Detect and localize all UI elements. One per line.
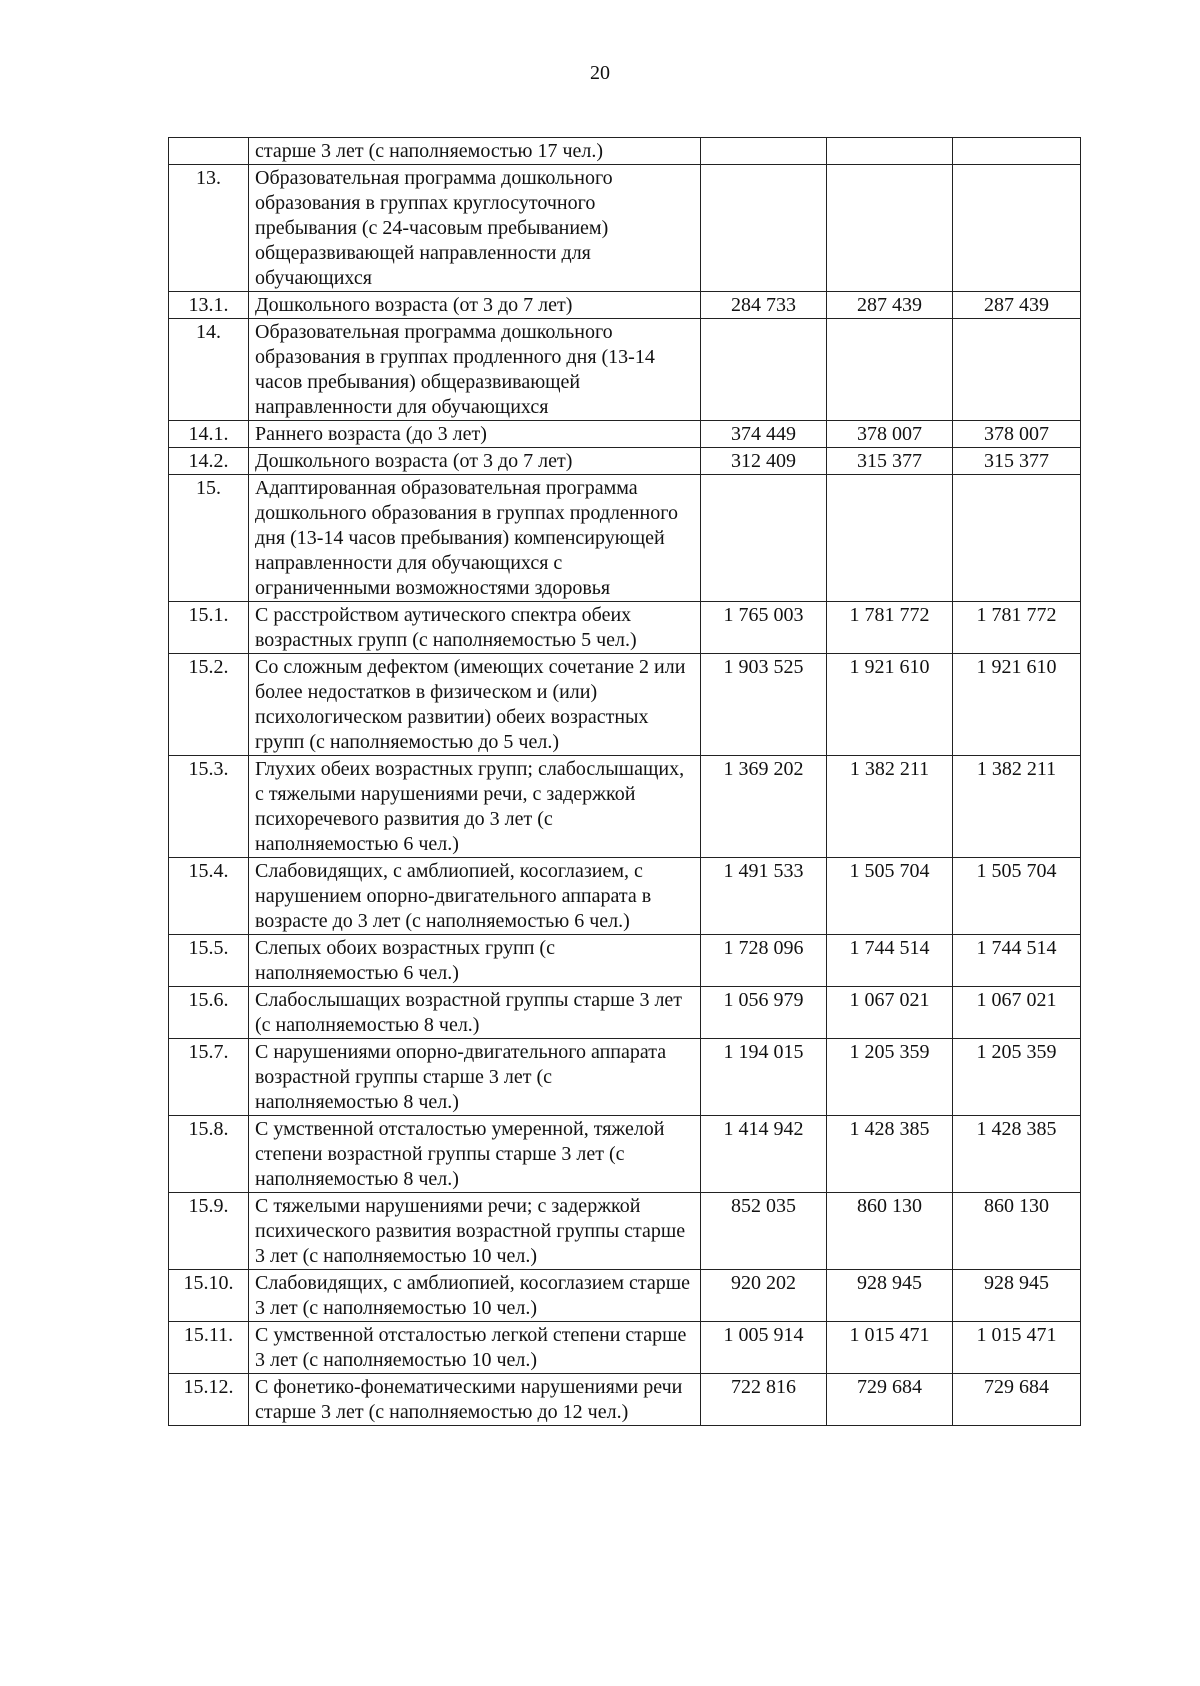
row-value-1: 284 733: [701, 292, 827, 319]
row-value-2: 1 205 359: [827, 1039, 953, 1116]
row-number: 13.: [169, 165, 249, 292]
row-value-2: [827, 165, 953, 292]
row-value-3: 1 428 385: [953, 1116, 1081, 1193]
row-value-1: 1 369 202: [701, 756, 827, 858]
cost-table-body: [169, 138, 1081, 1426]
row-number: 15.8.: [169, 1116, 249, 1193]
row-program-name: С фонетико-фонематическими нарушениями речи старше 3 лет (с наполняемостью до 12 чел.): [249, 1374, 701, 1426]
row-number: 15.12.: [169, 1374, 249, 1426]
row-program-name: С тяжелыми нарушениями речи; с задержкой психического развития возрастной группы старше 3 лет (с наполняемостью 10 чел.): [249, 1193, 701, 1270]
row-value-2: 1 921 610: [827, 654, 953, 756]
cost-table: [168, 137, 1081, 1426]
row-program-name: Раннего возраста (до 3 лет): [249, 421, 701, 448]
row-program-name: старше 3 лет (с наполняемостью 17 чел.): [249, 138, 701, 165]
table-row: [169, 292, 1081, 319]
row-value-1: 1 903 525: [701, 654, 827, 756]
row-value-3: [953, 475, 1081, 602]
table-row: [169, 1193, 1081, 1270]
row-program-name: Глухих обеих возрастных групп; слабослышащих, с тяжелыми нарушениями речи, с задержкой психоречевого развития до 3 лет (с наполняемостью 6 чел.): [249, 756, 701, 858]
row-program-name: Слепых обоих возрастных групп (с наполняемостью 6 чел.): [249, 935, 701, 987]
row-value-3: 315 377: [953, 448, 1081, 475]
row-value-1: 312 409: [701, 448, 827, 475]
row-value-3: 1 921 610: [953, 654, 1081, 756]
row-program-name: Дошкольного возраста (от 3 до 7 лет): [249, 292, 701, 319]
table-row: [169, 475, 1081, 602]
row-program-name: С умственной отсталостью умеренной, тяжелой степени возрастной группы старше 3 лет (с наполняемостью 8 чел.): [249, 1116, 701, 1193]
row-number: 14.1.: [169, 421, 249, 448]
table-row: [169, 654, 1081, 756]
row-value-3: [953, 138, 1081, 165]
table-row: [169, 1322, 1081, 1374]
row-value-3: 1 015 471: [953, 1322, 1081, 1374]
row-number: 13.1.: [169, 292, 249, 319]
table-row: [169, 1039, 1081, 1116]
row-number: 15.4.: [169, 858, 249, 935]
row-value-2: 1 015 471: [827, 1322, 953, 1374]
row-value-1: 1 765 003: [701, 602, 827, 654]
row-value-2: 1 382 211: [827, 756, 953, 858]
row-value-1: 1 491 533: [701, 858, 827, 935]
row-value-1: 374 449: [701, 421, 827, 448]
row-value-3: 287 439: [953, 292, 1081, 319]
row-number: 14.2.: [169, 448, 249, 475]
row-number: 15.2.: [169, 654, 249, 756]
row-value-1: [701, 319, 827, 421]
row-value-1: 852 035: [701, 1193, 827, 1270]
table-row: [169, 987, 1081, 1039]
row-value-2: 1 428 385: [827, 1116, 953, 1193]
row-number: 15.9.: [169, 1193, 249, 1270]
row-value-2: 1 505 704: [827, 858, 953, 935]
table-row: [169, 1270, 1081, 1322]
row-value-3: 1 382 211: [953, 756, 1081, 858]
table-row: [169, 602, 1081, 654]
row-value-3: [953, 319, 1081, 421]
row-program-name: Адаптированная образовательная программа дошкольного образования в группах продленного дня (13-14 часов пребывания) компенсирующей направленности для обучающихся с ограниченными возможностями здоровья: [249, 475, 701, 602]
row-value-3: 1 067 021: [953, 987, 1081, 1039]
row-value-2: [827, 319, 953, 421]
row-program-name: Слабовидящих, с амблиопией, косоглазием, с нарушением опорно-двигательного аппарата в возрасте до 3 лет (с наполняемостью 6 чел.): [249, 858, 701, 935]
row-value-2: 287 439: [827, 292, 953, 319]
row-program-name: Слабослышащих возрастной группы старше 3 лет (с наполняемостью 8 чел.): [249, 987, 701, 1039]
row-value-2: 1 781 772: [827, 602, 953, 654]
row-value-1: 1 056 979: [701, 987, 827, 1039]
row-number: 15.6.: [169, 987, 249, 1039]
row-value-3: 1 505 704: [953, 858, 1081, 935]
row-program-name: С умственной отсталостью легкой степени старше 3 лет (с наполняемостью 10 чел.): [249, 1322, 701, 1374]
row-value-1: 1 005 914: [701, 1322, 827, 1374]
row-value-2: 315 377: [827, 448, 953, 475]
row-value-2: 860 130: [827, 1193, 953, 1270]
row-value-3: 378 007: [953, 421, 1081, 448]
table-row: [169, 1116, 1081, 1193]
row-number: 15.10.: [169, 1270, 249, 1322]
row-value-1: 1 728 096: [701, 935, 827, 987]
table-row: [169, 1374, 1081, 1426]
row-value-3: 1 205 359: [953, 1039, 1081, 1116]
row-program-name: Со сложным дефектом (имеющих сочетание 2 или более недостатков в физическом и (или) психологическом развитии) обеих возрастных групп (с наполняемостью до 5 чел.): [249, 654, 701, 756]
row-number: 15.1.: [169, 602, 249, 654]
row-value-3: 860 130: [953, 1193, 1081, 1270]
row-number: [169, 138, 249, 165]
row-value-1: 722 816: [701, 1374, 827, 1426]
row-value-2: 1 067 021: [827, 987, 953, 1039]
table-row: [169, 756, 1081, 858]
row-value-3: 729 684: [953, 1374, 1081, 1426]
row-number: 15.11.: [169, 1322, 249, 1374]
row-value-3: 1 744 514: [953, 935, 1081, 987]
row-value-2: [827, 138, 953, 165]
row-number: 15.: [169, 475, 249, 602]
table-row: [169, 935, 1081, 987]
row-program-name: С расстройством аутического спектра обеих возрастных групп (с наполняемостью 5 чел.): [249, 602, 701, 654]
row-value-1: [701, 475, 827, 602]
row-number: 15.5.: [169, 935, 249, 987]
row-program-name: Дошкольного возраста (от 3 до 7 лет): [249, 448, 701, 475]
row-program-name: Слабовидящих, с амблиопией, косоглазием старше 3 лет (с наполняемостью 10 чел.): [249, 1270, 701, 1322]
row-value-3: [953, 165, 1081, 292]
row-number: 15.3.: [169, 756, 249, 858]
row-value-2: 928 945: [827, 1270, 953, 1322]
table-row: [169, 165, 1081, 292]
row-value-2: 378 007: [827, 421, 953, 448]
row-value-1: [701, 138, 827, 165]
row-value-1: [701, 165, 827, 292]
row-program-name: Образовательная программа дошкольного образования в группах продленного дня (13-14 часов пребывания) общеразвивающей направленности для обучающихся: [249, 319, 701, 421]
row-value-1: 1 414 942: [701, 1116, 827, 1193]
row-program-name: С нарушениями опорно-двигательного аппарата возрастной группы старше 3 лет (с наполняемостью 8 чел.): [249, 1039, 701, 1116]
table-row: [169, 319, 1081, 421]
row-number: 14.: [169, 319, 249, 421]
row-program-name: Образовательная программа дошкольного образования в группах круглосуточного пребывания (с 24-часовым пребыванием) общеразвивающей направленности для обучающихся: [249, 165, 701, 292]
row-value-3: 928 945: [953, 1270, 1081, 1322]
page-number: 20: [590, 62, 610, 84]
row-value-3: 1 781 772: [953, 602, 1081, 654]
table-row: [169, 448, 1081, 475]
row-value-2: 729 684: [827, 1374, 953, 1426]
row-value-1: 1 194 015: [701, 1039, 827, 1116]
row-value-1: 920 202: [701, 1270, 827, 1322]
row-number: 15.7.: [169, 1039, 249, 1116]
table-row: [169, 858, 1081, 935]
row-value-2: 1 744 514: [827, 935, 953, 987]
row-value-2: [827, 475, 953, 602]
table-row: [169, 421, 1081, 448]
table-row: [169, 138, 1081, 165]
